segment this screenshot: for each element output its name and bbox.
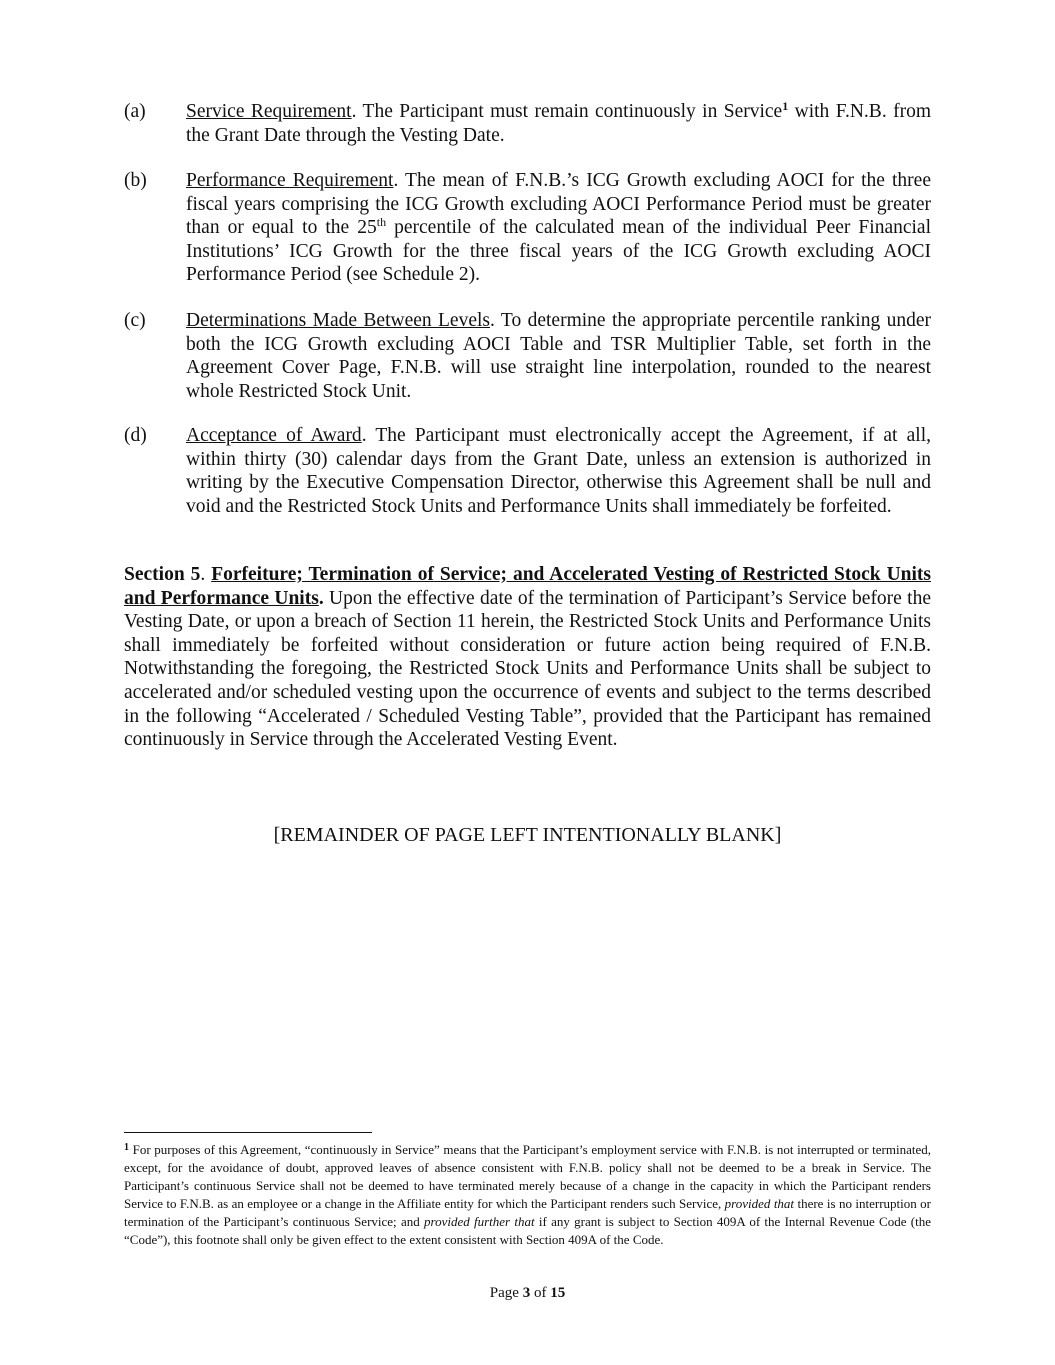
item-text: Determinations Made Between Levels. To determine the appropriate percentile ranking under both the ICG Growth excluding AOCI Table and TSR Multiplier Table, set forth in the Agreement Cover Page, F.N.B. will use straight line interpolation, rounded to the nearest whole Restricted Stock Unit.	[186, 310, 931, 402]
page-number: Page 3 of 15	[489, 1285, 566, 1301]
item-label: (d)	[124, 425, 147, 446]
item-heading: Acceptance of Award	[186, 425, 362, 446]
footnote: $^1$ For purposes of this Agreement, “continuously in Service” means that the Participant’s employment service with F.N.B. is not interrupted or terminated, except, for the avoidance of doubt, approved leaves of absence consistent with F.N.B. policy shall not be deemed to be a break in Service. The Participant’s continuous Service shall not be deemed to have terminated merely because of a change in the capacity in which the Participant renders Service to F.N.B. as an employee or a change in the Affiliate entity for which the Participant renders such Service, provided that there is no interruption or termination of the Participant’s continuous Service; and provided further that if any grant is subject to Section 409A of the Internal Revenue Code (the “Code”), this footnote shall only be given effect to the extent consistent with Section 409A of the Code.	[124, 1142, 932, 1247]
item-heading: Service Requirement	[186, 101, 352, 122]
footnote-marker: 1	[124, 1142, 129, 1153]
item-text: Acceptance of Award. The Participant must electronically accept the Agreement, if at all, within thirty (30) calendar days from the Grant Date, unless an extension is authorized in writing by the Executive Compensation Director, otherwise this Agreement shall be null and void and the Restricted Stock Units and Performance Units shall immediately be forfeited.	[186, 425, 931, 517]
total-pages: 15	[550, 1285, 566, 1301]
section-body: Upon the effective date of the termination of Participant’s Service before the Vesting Date, or upon a breach of Section 11 herein, the Restricted Stock Units and Performance Units shall immediately be forfeited without consideration or future action being required of F.N.B. Notwithstanding the foregoing, the Restricted Stock Units and Performance Units shall be subject to accelerated and/or scheduled vesting upon the occurrence of events and subject to the terms described in the following “Accelerated / Scheduled Vesting Table”, provided that the Participant has remained continuously in Service through the Accelerated Vesting Event.	[124, 587, 931, 751]
item-heading: Performance Requirement	[186, 170, 394, 191]
item-text: Service Requirement. The Participant must remain continuously in Service$^1$ with F.N.B. from the Grant Date through the Vesting Date.	[186, 99, 932, 146]
section-5-paragraph: Section 5. Forfeiture; Termination of Service; and Accelerated Vesting of Restricted Stock Units and Performance Units. Upon the effective date of the termination of Participant’s Service before the Vesting Date, or upon a breach of Section 11 herein, the Restricted Stock Units and Performance Units shall immediately be forfeited without consideration or future action being required of F.N.B. Notwithstanding the foregoing, the Restricted Stock Units and Performance Units shall be subject to accelerated and/or scheduled vesting upon the occurrence of events and subject to the terms described in the following “Accelerated / Scheduled Vesting Table”, provided that the Participant has remained continuously in Service through the Accelerated Vesting Event.	[124, 564, 931, 751]
item-label: (b)	[124, 170, 147, 191]
item-c-determinations	[124, 309, 931, 403]
section-label: Section 5	[124, 564, 201, 585]
item-text: Performance Requirement. The mean of F.N.B.’s ICG Growth excluding AOCI for the three fiscal years comprising the ICG Growth excluding AOCI Performance Period must be greater than or equal to the 25th percentile of the calculated mean of the individual Peer Financial Institutions’ ICG Growth for the three fiscal years of the ICG Growth excluding AOCI Performance Period (see Schedule 2).	[186, 170, 931, 286]
item-heading: Determinations Made Between Levels	[186, 310, 490, 331]
blank-page-notice: [REMAINDER OF PAGE LEFT INTENTIONALLY BLANK]	[273, 824, 782, 846]
item-label: (a)	[124, 101, 146, 122]
item-b-performance-requirement	[124, 169, 931, 287]
current-page: 3	[522, 1285, 531, 1301]
footnote-reference[interactable]: 1	[782, 99, 789, 113]
footnote-divider	[124, 1132, 372, 1133]
item-d-acceptance-of-award	[124, 424, 931, 518]
item-a-service-requirement	[124, 100, 931, 147]
section-title: Forfeiture; Termination of Service; and Accelerated Vesting of Restricted Stock Units and Performance Units	[124, 564, 931, 609]
ordinal-suffix: th	[376, 215, 387, 230]
item-label: (c)	[124, 310, 146, 331]
